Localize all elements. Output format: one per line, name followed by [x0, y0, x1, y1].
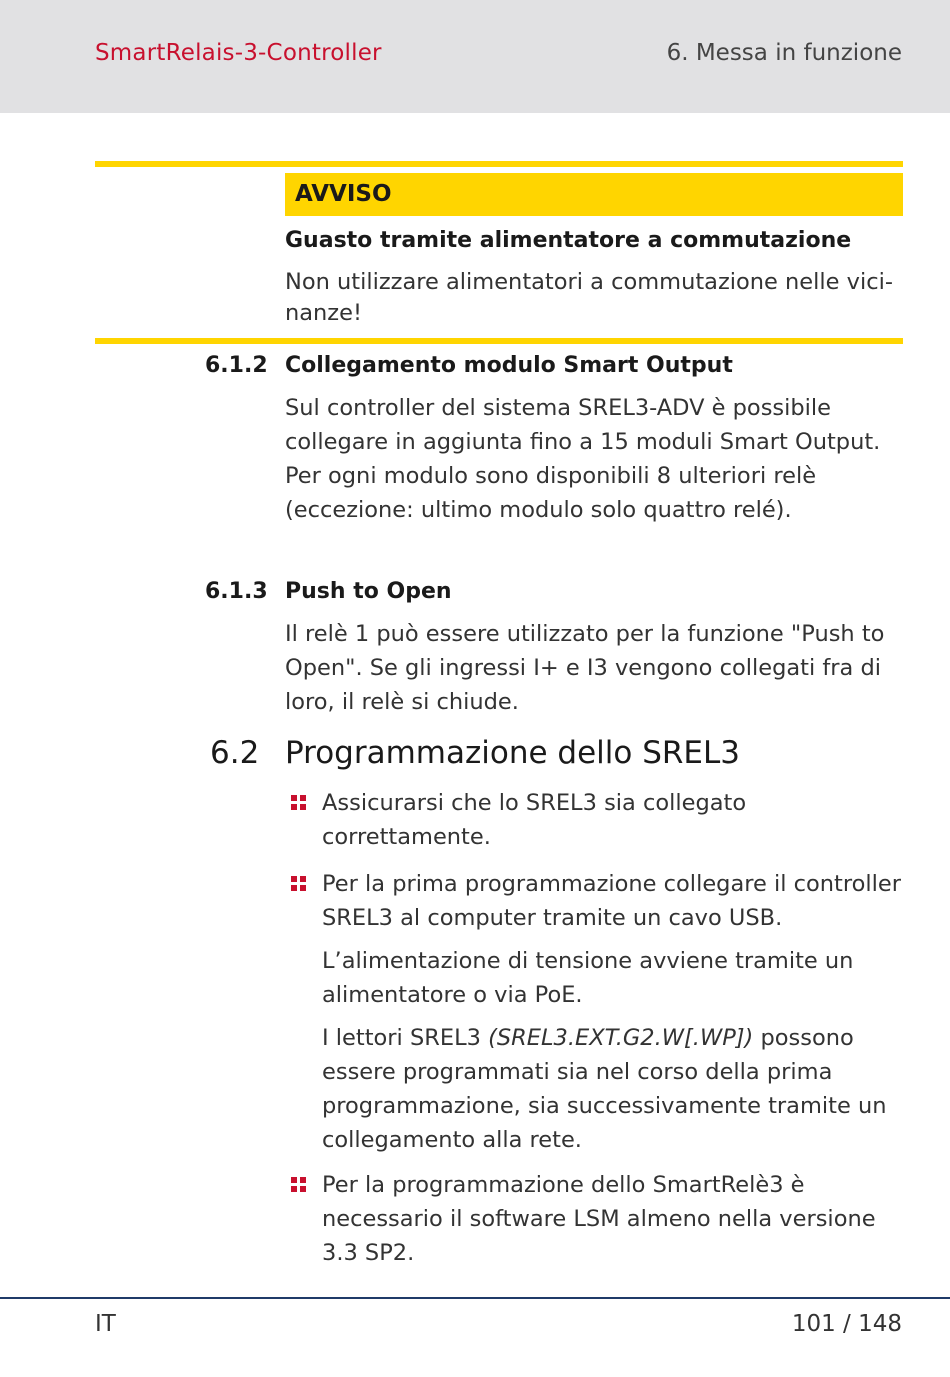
list-item	[322, 1168, 907, 1270]
section-body	[285, 617, 905, 719]
notice-bottom-bar	[95, 338, 903, 344]
footer-divider	[0, 1297, 950, 1299]
list-item-paragraph	[322, 944, 907, 1012]
section-number: 6.1.2	[205, 353, 268, 378]
footer-language: IT	[95, 1311, 116, 1337]
section-number: 6.1.3	[205, 579, 268, 604]
notice-subtitle: Guasto tramite alimentatore a commutazione	[285, 228, 852, 253]
reader-model-code: (SREL3.EXT.G2.W[.WP])	[488, 1025, 754, 1051]
paragraph-line: programmazione, sia successivamente tramite un	[322, 1093, 887, 1119]
list-item-paragraph	[322, 1021, 907, 1157]
paragraph-line: L’alimentazione di tensione avviene tramite un	[322, 948, 854, 974]
notice-label: AVVISO	[285, 173, 903, 216]
list-item-line: necessario il software LSM almeno nella versione	[322, 1206, 876, 1232]
page-header	[0, 0, 950, 113]
page-number: 101 / 148	[791, 1311, 902, 1337]
body-line: loro, il relè si chiude.	[285, 689, 519, 715]
text-run: possono	[753, 1025, 854, 1051]
list-item-line: Per la prima programmazione collegare il controller	[322, 871, 901, 897]
list-item-line: Assicurarsi che lo SREL3 sia collegato	[322, 790, 747, 816]
bullet-icon	[291, 876, 306, 891]
list-item-line: correttamente.	[322, 824, 491, 850]
section-body	[285, 391, 905, 527]
body-line: Sul controller del sistema SREL3-ADV è possibile	[285, 395, 832, 421]
notice-text	[285, 265, 905, 330]
paragraph-line: essere programmati sia nel corso della prima	[322, 1059, 833, 1085]
body-line: Open". Se gli ingressi I+ e I3 vengono collegati fra di	[285, 655, 882, 681]
notice-line: nanze!	[285, 300, 362, 326]
chapter-section-title: Programmazione dello SREL3	[285, 735, 741, 771]
paragraph-line: collegamento alla rete.	[322, 1127, 582, 1153]
list-item	[322, 786, 907, 854]
bullet-icon	[291, 1177, 306, 1192]
chapter-title: 6. Messa in funzione	[666, 40, 902, 66]
list-item-line: Per la programmazione dello SmartRelè3 è	[322, 1172, 805, 1198]
body-line: (eccezione: ultimo modulo solo quattro relé).	[285, 497, 792, 523]
text-run: I lettori SREL3	[322, 1025, 489, 1051]
notice-line: Non utilizzare alimentatori a commutazione nelle vici-	[285, 269, 893, 295]
document-title: SmartRelais-3-Controller	[95, 40, 382, 66]
body-line: Il relè 1 può essere utilizzato per la funzione "Push to	[285, 621, 885, 647]
section-title: Collegamento modulo Smart Output	[285, 353, 733, 378]
list-item-line: 3.3 SP2.	[322, 1240, 415, 1266]
body-line: Per ogni modulo sono disponibili 8 ulteriori relè	[285, 463, 817, 489]
chapter-section-number: 6.2	[210, 735, 260, 771]
section-title: Push to Open	[285, 579, 452, 604]
paragraph-line	[322, 1021, 907, 1055]
bullet-icon	[291, 795, 306, 810]
list-item	[322, 867, 907, 935]
list-item-line: SREL3 al computer tramite un cavo USB.	[322, 905, 783, 931]
body-line: collegare in aggiunta fino a 15 moduli Smart Output.	[285, 429, 881, 455]
notice-top-bar	[95, 161, 903, 167]
paragraph-line: alimentatore o via PoE.	[322, 982, 583, 1008]
